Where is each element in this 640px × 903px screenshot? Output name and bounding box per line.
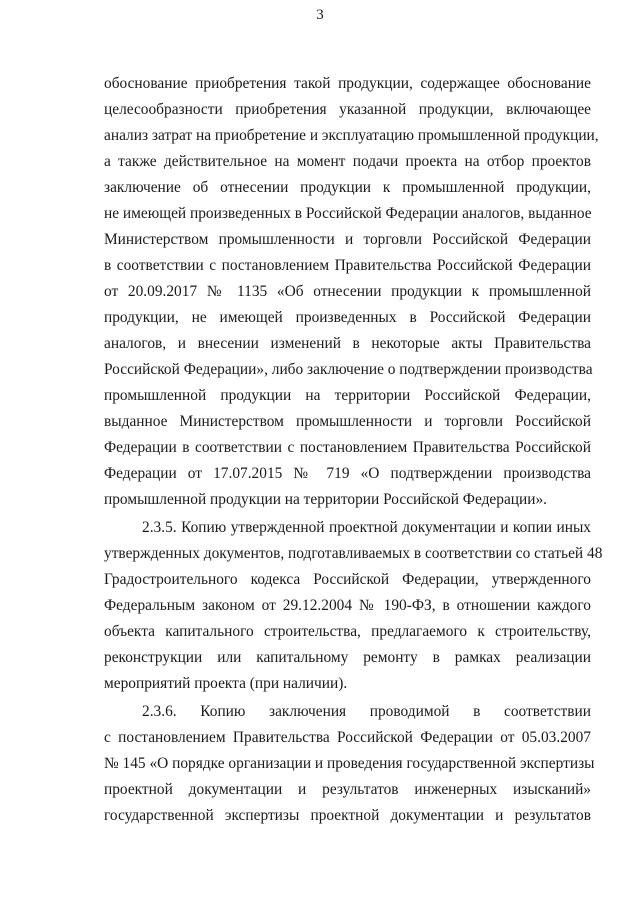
text-line: 2.3.5. Копию утвержденной проектной документации и копии иных [142,519,591,536]
text-line: Федеральным законом от 29.12.2004 № 190-ФЗ, в отношении каждого [104,597,591,614]
paragraph-2-3-5 [104,515,603,697]
text-line: в соответствии с постановлением Правительства Российской Федерации [104,257,591,274]
text-line: продукции, не имеющей произведенных в Российской Федерации [104,309,591,326]
text-line: целесообразности приобретения указанной продукции, включающее [104,101,591,118]
text-line: реконструкции или капитальному ремонту в рамках реализации [104,649,591,666]
text-line: № 145 «О порядке организации и проведения государственной экспертизы [104,755,595,772]
text-line: Градостроительного кодекса Российской Федерации, утвержденного [104,571,591,588]
text-line: Министерством промышленности и торговли Российской Федерации [104,231,591,248]
text-line: от 20.09.2017 № 1135 «Об отнесении продукции к промышленной [104,283,591,300]
text-line: утвержденных документов, подготавливаемых в соответствии со статьей 48 [104,545,603,562]
text-line: не имеющей произведенных в Российской Федерации аналогов, выданное [104,205,592,222]
text-line: промышленной продукции на территории Российской Федерации, [104,387,591,404]
text-line: Федерации в соответствии с постановлением Правительства Российской [104,439,591,456]
document-text [104,71,603,829]
text-line: заключение об отнесении продукции к промышленной продукции, [104,179,591,196]
text-line: промышленной продукции на территории Российской Федерации». [104,491,548,508]
paragraph-2-3-6 [104,699,595,829]
text-line: Российской Федерации», либо заключение о подтверждении производства [104,361,593,378]
text-line: обоснование приобретения такой продукции, содержащее обоснование [104,75,591,92]
text-line: выданное Министерством промышленности и торговли Российской [104,413,591,430]
text-line: анализ затрат на приобретение и эксплуатацию промышленной продукции, [104,127,599,144]
text-line: мероприятий проекта (при наличии). [104,675,348,692]
text-line: 2.3.6. Копию заключения проводимой в соответствии [142,703,591,720]
paragraph-continuation [104,71,599,513]
text-line: с постановлением Правительства Российской Федерации от 05.03.2007 [104,729,591,746]
text-line: а также действительное на момент подачи проекта на отбор проектов [104,153,591,170]
text-line: проектной документации и результатов инженерных изысканий» [104,781,591,798]
page-number: 3 [316,7,324,23]
text-line: Федерации от 17.07.2015 № 719 «О подтверждении производства [104,465,591,482]
text-line: государственной экспертизы проектной документации и результатов [104,807,591,824]
text-line: аналогов, и внесении изменений в некоторые акты Правительства [104,335,591,352]
text-line: объекта капитального строительства, предлагаемого к строительству, [104,623,591,640]
